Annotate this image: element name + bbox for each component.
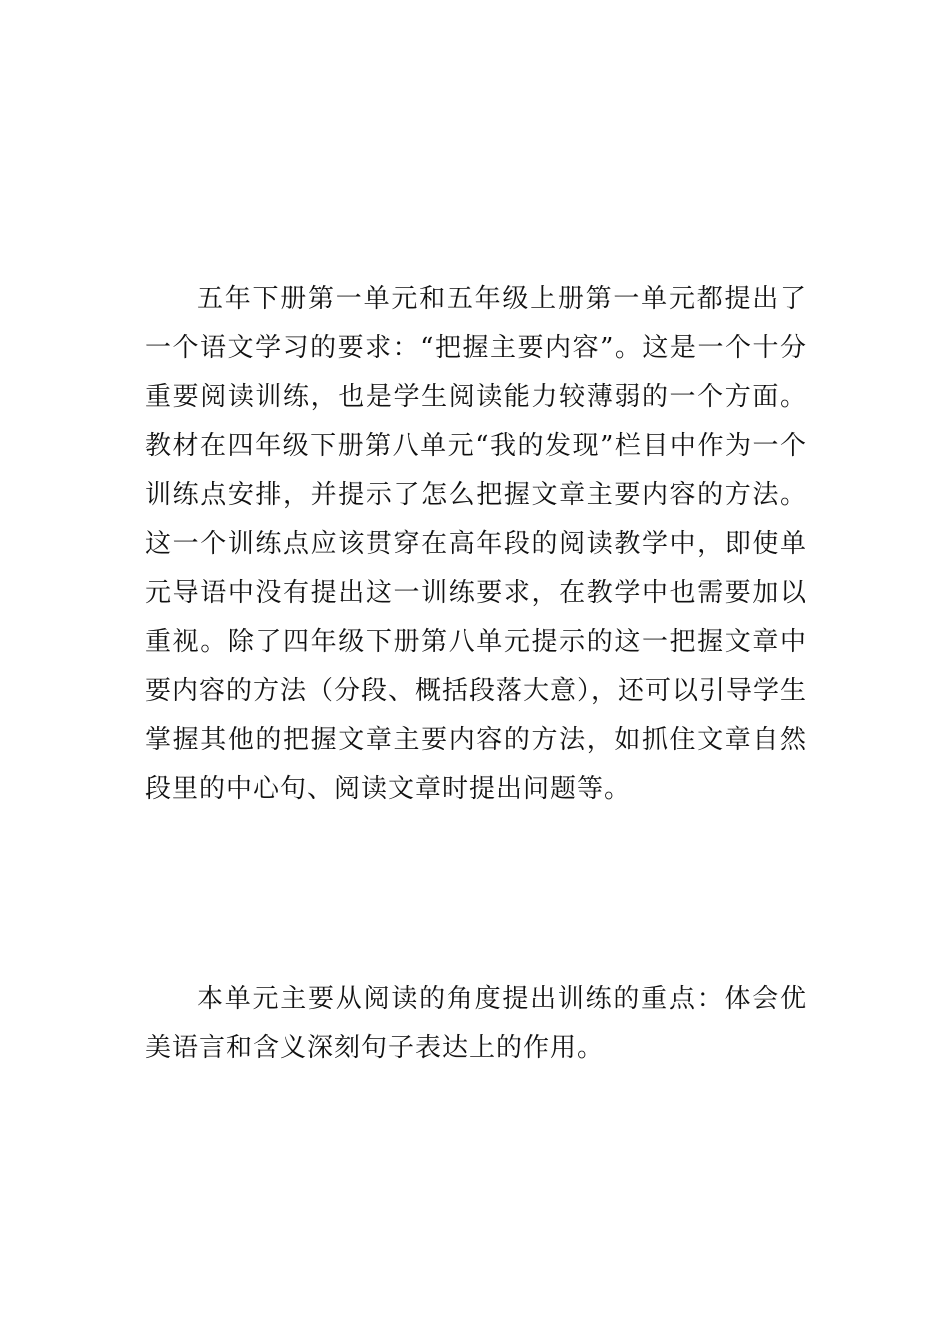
body-paragraph-1: 五年下册第一单元和五年级上册第一单元都提出了一个语文学习的要求：“把握主要内容”。这是一个十分重要阅读训练，也是学生阅读能力较薄弱的一个方面。教材在四年级下册第八单元“我的发现”栏目中作为一个训练点安排，并提示了怎么把握文章主要内容的方法。这一个训练点应该贯穿在高年段的阅读教学中，即使单元导语中没有提出这一训练要求，在教学中也需要加以重视。除了四年级下册第八单元提示的这一把握文章中要内容的方法（分段、概括段落大意），还可以引导学生掌握其他的把握文章主要内容的方法，如抓住文章自然段里的中心句、阅读文章时提出问题等。 bbox=[145, 284, 808, 804]
body-paragraph-2: 本单元主要从阅读的角度提出训练的重点：体会优美语言和含义深刻句子表达上的作用。 bbox=[145, 984, 807, 1063]
